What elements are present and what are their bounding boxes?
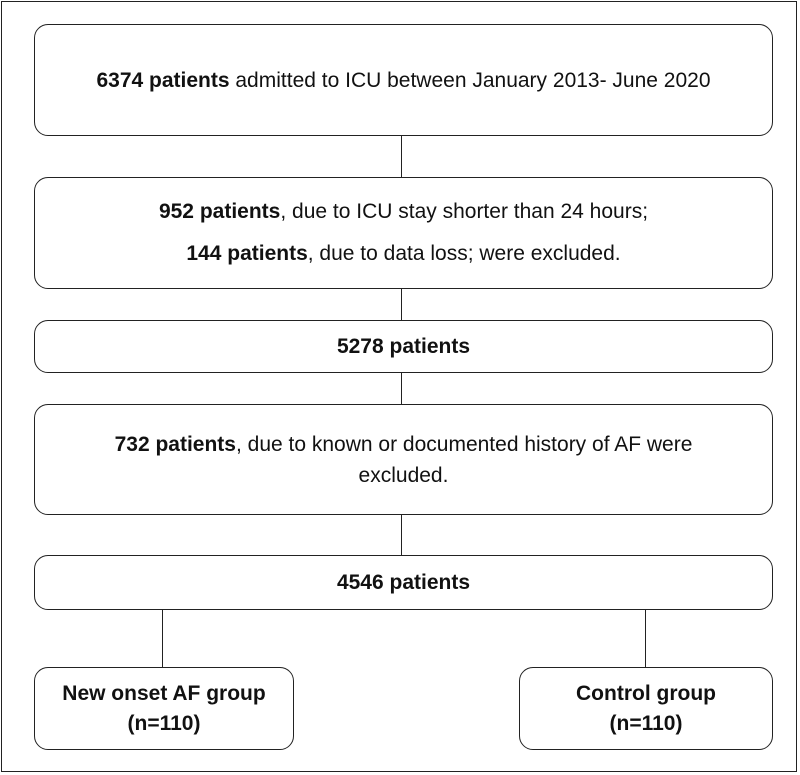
exclusion-box-af-history: [34, 404, 773, 515]
connector-3: [401, 373, 402, 404]
exclusion-af-line: [115, 429, 693, 460]
exclusion-box-stay-dataloss: [34, 177, 773, 289]
connector-1: [401, 136, 402, 177]
connector-4: [401, 515, 402, 555]
remaining-line: [337, 331, 470, 362]
connector-2: [401, 289, 402, 320]
admitted-line: [96, 65, 710, 96]
new-onset-af-group-box: [34, 667, 294, 750]
exclusion-stay-description: , due to ICU stay shorter than 24 hours;: [280, 200, 649, 223]
connector-control-group: [645, 610, 646, 667]
exclusion-af-line-2: [359, 460, 449, 491]
control-group-label: Control group: [576, 681, 716, 705]
control-group-n: (n=110): [609, 711, 683, 735]
exclusion-stay-count: 952 patients: [158, 200, 281, 223]
exclusion-dataloss-count: 144 patients: [186, 242, 308, 265]
admitted-description: admitted to ICU between January 2013- June 2020: [229, 68, 711, 92]
admitted-patients-box: [34, 24, 773, 136]
final-line: [337, 567, 470, 598]
exclusion-af-description-end: excluded.: [358, 463, 449, 487]
remaining-count: 5278 patients: [336, 335, 471, 358]
exclusion-dataloss-description: , due to data loss; were excluded.: [307, 242, 621, 265]
exclusion-line-stay: [159, 191, 648, 233]
exclusion-af-description: , due to known or documented history of AF were: [235, 432, 693, 456]
af-group-n: (n=110): [127, 711, 201, 735]
exclusion-line-dataloss: [186, 233, 620, 275]
final-cohort-box: [34, 555, 773, 610]
control-group-box: [519, 667, 773, 750]
final-count: 4546 patients: [336, 571, 471, 594]
af-group-label: New onset AF group: [62, 681, 266, 705]
remaining-patients-box: [34, 320, 773, 373]
connector-af-group: [162, 610, 163, 667]
admitted-count: 6374 patients: [96, 68, 230, 92]
exclusion-af-count: 732 patients: [114, 432, 236, 456]
